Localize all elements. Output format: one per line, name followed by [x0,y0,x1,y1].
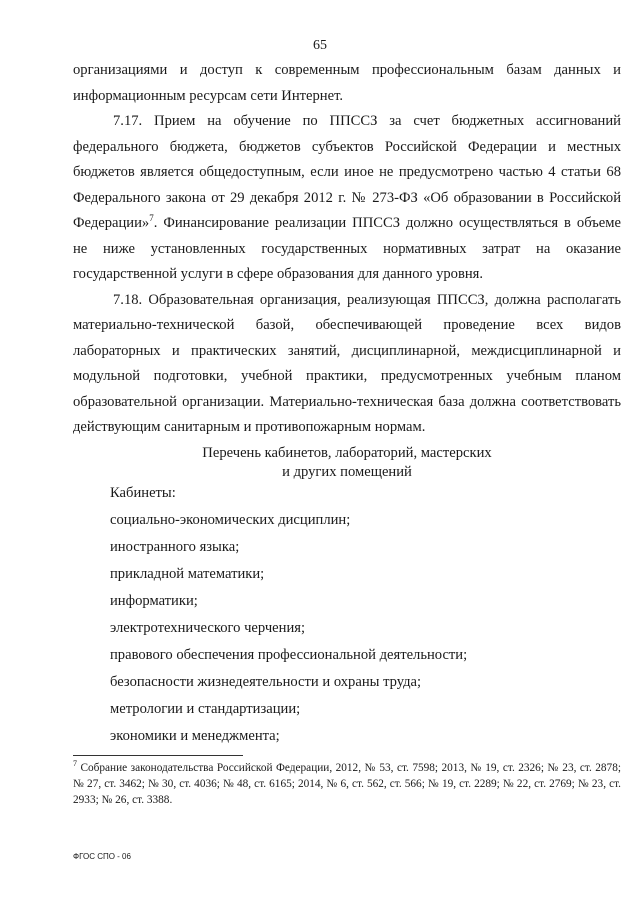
footnote-text: Собрание законодательства Российской Федерации, 2012, № 53, ст. 7598; 2013, № 19, ст. 2326; № 23, ст. 2878; № 27, ст. 3462; № 30, ст. 4036; № 48, ст. 6165; 2014, № 6, ст. 562, ст. 566; № 19, ст. 2289; № 22, ст. 2769; № 23, ст. 2933; № 26, ст. 3388. [73,762,621,806]
list-title [73,444,621,482]
list-item: метрологии и стандартизации; [110,701,301,717]
list-item: электротехнического черчения; [110,620,306,636]
footnote [73,760,621,808]
rooms-list [110,483,467,753]
list-item: экономики и менеджмента; [110,728,280,744]
list-item: правового обеспечения профессиональной деятельности; [110,647,468,663]
list-title-line-2: и других помещений [282,464,412,480]
list-item: информатики; [110,593,198,609]
list-heading: Кабинеты: [110,485,176,501]
footnote-marker: 7 [73,759,77,769]
list-item: прикладной математики; [110,566,265,582]
list-item: безопасности жизнедеятельности и охраны труда; [110,674,422,690]
page-number: 65 [313,38,327,53]
paragraph-7-18: 7.18. Образовательная организация, реализующая ППССЗ, должна располагать материально-технической базой, обеспечивающей проведение всех видов лабораторных и практических занятий, дисциплинарной, междисциплинарной и модульной подготовки, учебной практики, предусмотренных учебным планом образовательной организации. Материально-техническая база должна соответствовать действующим санитарным и противопожарным нормам. [73,291,621,435]
paragraph-7-17-text-b: . Финансирование реализации ППССЗ должно осуществляться в объеме не ниже установленных государственных нормативных затрат на оказание государственной услуги в сфере образования для данного уровня. [73,215,621,282]
list-item: иностранного языка; [110,539,240,555]
paragraph-continuation: организациями и доступ к современным профессиональным базам данных и информационным ресурсам сети Интернет. [73,62,621,104]
list-item: социально-экономических дисциплин; [110,512,351,528]
body-text [73,58,621,441]
list-title-line-1: Перечень кабинетов, лабораторий, мастерских [202,445,492,461]
footnote-reference: 7 [149,213,154,224]
footer-code: ФГОС СПО - 06 [73,852,131,861]
footnote-divider [73,755,243,756]
paragraph-7-17 [73,109,621,288]
paragraph-7-17-text-a: 7.17. Прием на обучение по ППССЗ за счет бюджетных ассигнований федерального бюджета, бюджетов субъектов Российской Федерации и местных бюджетов является общедоступным, если иное не предусмотрено частью 4 статьи 68 Федерального закона от 29 декабря 2012 г. № 273-ФЗ «Об образовании в Российской Федерации» [73,113,621,231]
